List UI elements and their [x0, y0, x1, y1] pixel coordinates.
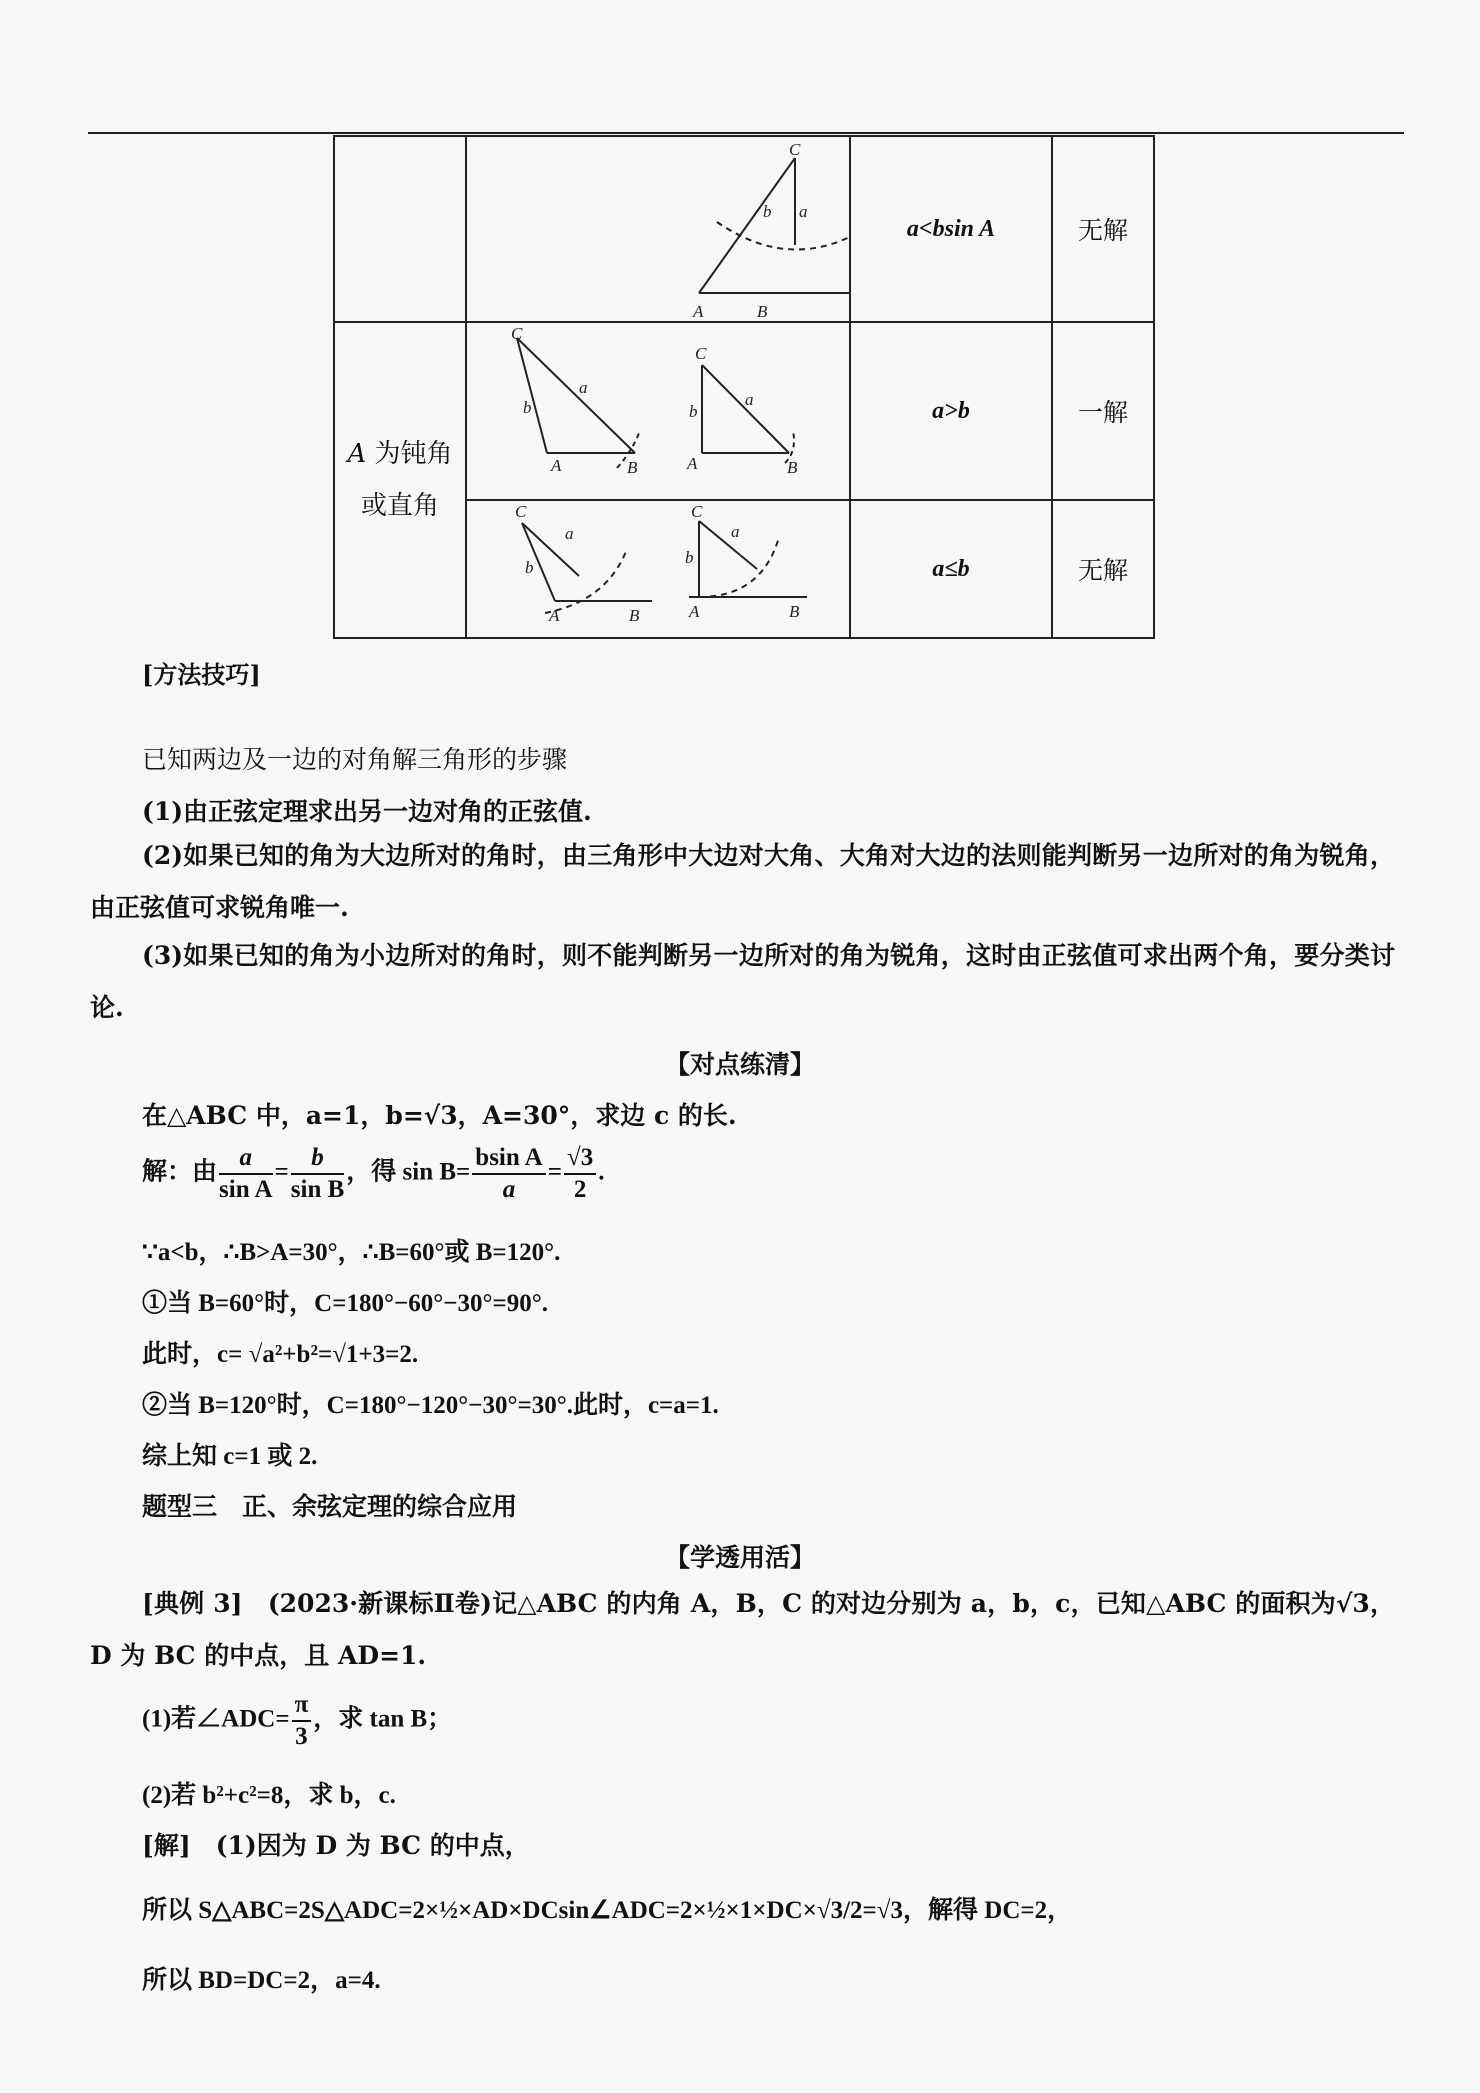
group-label — [335, 428, 465, 532]
svg-text:b: b — [763, 202, 772, 221]
solution-mid: ，得 sin B= — [346, 1158, 471, 1186]
triangle-figures-no-solution-obtuse — [467, 501, 849, 637]
solution-step-1: (1)因为 D 为 BC 的中点， — [215, 1831, 530, 1860]
solution-tag: [解] — [142, 1831, 191, 1860]
svg-text:b: b — [685, 548, 694, 567]
solution-prefix: 解：由 — [142, 1158, 218, 1186]
condition-text: a<bsin A — [906, 215, 996, 242]
numerator: a — [239, 1144, 253, 1171]
svg-text:C: C — [691, 502, 703, 521]
group-label-part: 或直角 — [360, 491, 439, 521]
group-label-cell — [334, 322, 466, 638]
topic3-sub: 【学透用活】 — [664, 1543, 815, 1572]
svg-text:C: C — [789, 140, 801, 159]
svg-text:B: B — [629, 606, 640, 625]
svg-text:C: C — [515, 502, 527, 521]
result-text: 无解 — [1077, 556, 1128, 585]
fraction — [292, 1690, 312, 1752]
svg-text:A: A — [693, 302, 704, 321]
svg-text:B: B — [787, 458, 798, 477]
result-text: 一解 — [1077, 398, 1128, 427]
method-step: (3)如果已知的角为小边所对的角时，则不能判断另一边所对的角为锐角，这时由正弦值可求出两个角，要分类讨论. — [90, 941, 1395, 1022]
figure-cell — [466, 136, 850, 322]
fraction — [291, 1143, 345, 1205]
svg-text:A: A — [551, 456, 562, 475]
solution-header — [142, 1826, 530, 1862]
method-step: (2)如果已知的角为大边所对的角时，由三角形中大边对大角、大角对大边的法则能判断另一边所对的角为锐角，由正弦值可求锐角唯一. — [90, 841, 1395, 922]
method-heading: [方法技巧] — [142, 660, 261, 689]
svg-text:b: b — [689, 402, 698, 421]
solution-line-6: 综上知 c=1 或 2. — [142, 1443, 318, 1470]
svg-text:a: a — [745, 390, 754, 409]
svg-text:a: a — [799, 202, 808, 221]
denominator: a — [502, 1176, 516, 1203]
cases-table — [333, 135, 1155, 639]
method-step: (1)由正弦定理求出另一边对角的正弦值. — [142, 797, 592, 826]
denominator: 3 — [295, 1723, 308, 1750]
numerator: √3 — [564, 1143, 596, 1175]
practice-problem: 在△ABC 中，a=1，b=√3，A=30°，求边 c 的长. — [142, 1101, 737, 1130]
question-2: (2)若 b²+c²=8，求 b，c. — [142, 1782, 396, 1809]
table-row — [334, 322, 1154, 500]
group-label-part: 为钝角 — [374, 439, 453, 469]
solution-line-5: ②当 B=120°时，C=180°−120°−30°=30°.此时，c=a=1. — [142, 1392, 719, 1419]
denominator: sin A — [219, 1176, 273, 1203]
condition-text: a≤b — [932, 555, 970, 582]
topic3-heading: 题型三 正、余弦定理的综合应用 — [142, 1492, 518, 1521]
numerator: π — [292, 1690, 312, 1722]
fraction — [472, 1143, 545, 1205]
denominator: 2 — [573, 1176, 587, 1203]
condition-text: a>b — [932, 397, 970, 424]
method-intro: 已知两边及一边的对角解三角形的步骤 — [142, 745, 568, 774]
example-paragraph — [90, 1578, 1395, 1682]
solution-step-2: 所以 S△ABC=2S△ADC=2×½×AD×DCsin∠ADC=2×½×1×DC×√3/2=√3，解得 DC=2， — [142, 1897, 1073, 1924]
q1-suffix: ，求 tan B； — [313, 1705, 453, 1733]
fraction — [219, 1143, 273, 1205]
solution-line-2: ∵a<b，∴B>A=30°，∴B=60°或 B=120°. — [142, 1239, 561, 1266]
svg-text:B: B — [627, 458, 638, 477]
svg-text:b: b — [525, 558, 534, 577]
example-text: (2023·新课标Ⅱ卷)记△ABC 的内角 A，B，C 的对边分别为 a，b，c，已知△ABC 的面积为√3，D 为 BC 的中点，且 AD=1. — [90, 1589, 1395, 1670]
triangle-figures-one-solution — [467, 323, 849, 499]
svg-text:C: C — [695, 344, 707, 363]
numerator: bsin A — [472, 1143, 545, 1175]
triangle-figure-no-solution-acute — [467, 137, 849, 321]
table-row — [334, 136, 1154, 322]
top-rule — [88, 132, 1404, 134]
svg-text:a: a — [565, 524, 574, 543]
fraction — [564, 1143, 596, 1205]
svg-text:B: B — [757, 302, 768, 321]
question-1 — [142, 1690, 452, 1752]
svg-text:B: B — [789, 602, 800, 621]
numerator: b — [311, 1144, 324, 1171]
table-cell-empty — [334, 136, 466, 322]
svg-text:A: A — [687, 454, 698, 473]
svg-text:a: a — [579, 378, 588, 397]
figure-cell — [466, 322, 850, 500]
practice-heading: 【对点练清】 — [664, 1050, 815, 1079]
example-tag: [典例 3] — [142, 1589, 243, 1618]
group-label-var: A — [347, 439, 367, 469]
solution-line-1: 解：由 $\frac{a}{\text{sin A}}$ = $\frac{b}{\text{sin B}}$ ，得 sin B= $\frac{\text{bsin A}}{a}$ = $\frac{√3}{2}$ . — [142, 1144, 605, 1203]
figure-cell — [466, 500, 850, 638]
solution-line-4: 此时，c= √a²+b²=√1+3=2. — [142, 1341, 419, 1368]
svg-text:A: A — [689, 602, 700, 621]
denominator: sin B — [290, 1176, 345, 1203]
svg-text:b: b — [523, 398, 532, 417]
solution-step-3: 所以 BD=DC=2，a=4. — [142, 1967, 381, 1994]
svg-text:C: C — [511, 324, 523, 343]
result-text: 无解 — [1077, 216, 1128, 245]
svg-text:A: A — [549, 606, 560, 625]
q1-prefix: (1)若∠ADC= — [142, 1705, 290, 1733]
svg-text:a: a — [731, 522, 740, 541]
solution-line-3: ①当 B=60°时，C=180°−60°−30°=90°. — [142, 1290, 548, 1317]
